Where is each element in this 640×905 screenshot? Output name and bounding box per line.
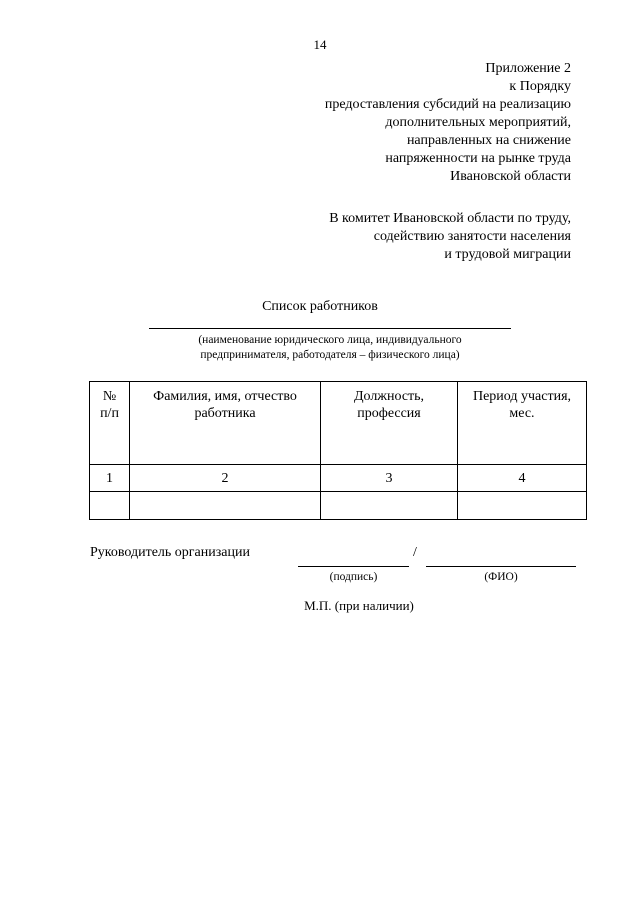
signature-hint: (подпись) [329,571,378,583]
table-row [90,492,587,520]
organization-hint-line: предпринимателя, работодателя – физического лица) [200,349,460,361]
header-text: Период участия, [472,389,572,404]
header-text: п/п [100,406,119,421]
header-cell-period [458,382,587,465]
header-text: профессия [357,406,421,421]
appendix-line: дополнительных мероприятий, [385,115,571,130]
stamp-note: М.П. (при наличии) [304,598,414,613]
header-text: работника [194,406,256,421]
appendix-line: Ивановской области [450,169,571,184]
signature-separator: / [413,545,417,560]
empty-cell[interactable] [130,492,321,520]
table-header-row [90,382,587,465]
column-number-cell: 1 [90,465,130,492]
empty-cell[interactable] [321,492,458,520]
document-title: Список работников [262,299,378,314]
column-number-cell: 2 [130,465,321,492]
appendix-line: предоставления субсидий на реализацию [324,97,571,112]
organization-name-hint [120,333,540,363]
addressee-line: В комитет Ивановской области по труду, [329,211,571,226]
appendix-line: напряженности на рынке труда [385,151,571,166]
header-cell-name [130,382,321,465]
empty-cell[interactable] [458,492,587,520]
addressee-line: и трудовой миграции [444,247,571,262]
empty-cell[interactable] [90,492,130,520]
page-number: 14 [313,37,327,52]
head-of-organization-label: Руководитель организации [90,545,250,560]
organization-name-line [149,328,511,329]
workers-table [89,381,587,520]
addressee-line: содействию занятости населения [373,229,571,244]
header-text: Фамилия, имя, отчество [153,389,297,404]
header-cell-number [90,382,130,465]
appendix-header [325,60,571,186]
header-text: № [102,389,117,404]
header-cell-position [321,382,458,465]
signature-line [298,566,409,567]
organization-hint-line: (наименование юридического лица, индивидуального [198,334,462,346]
addressee-block [329,210,571,264]
column-number-row [90,465,587,492]
header-text: мес. [509,406,535,421]
appendix-line: Приложение 2 [485,61,571,76]
column-number-cell: 4 [458,465,587,492]
fio-hint: (ФИО) [484,571,518,583]
appendix-line: направленных на снижение [406,133,571,148]
column-number-cell: 3 [321,465,458,492]
fio-line [426,566,576,567]
appendix-line: к Порядку [509,79,571,94]
header-text: Должность, [353,389,425,404]
